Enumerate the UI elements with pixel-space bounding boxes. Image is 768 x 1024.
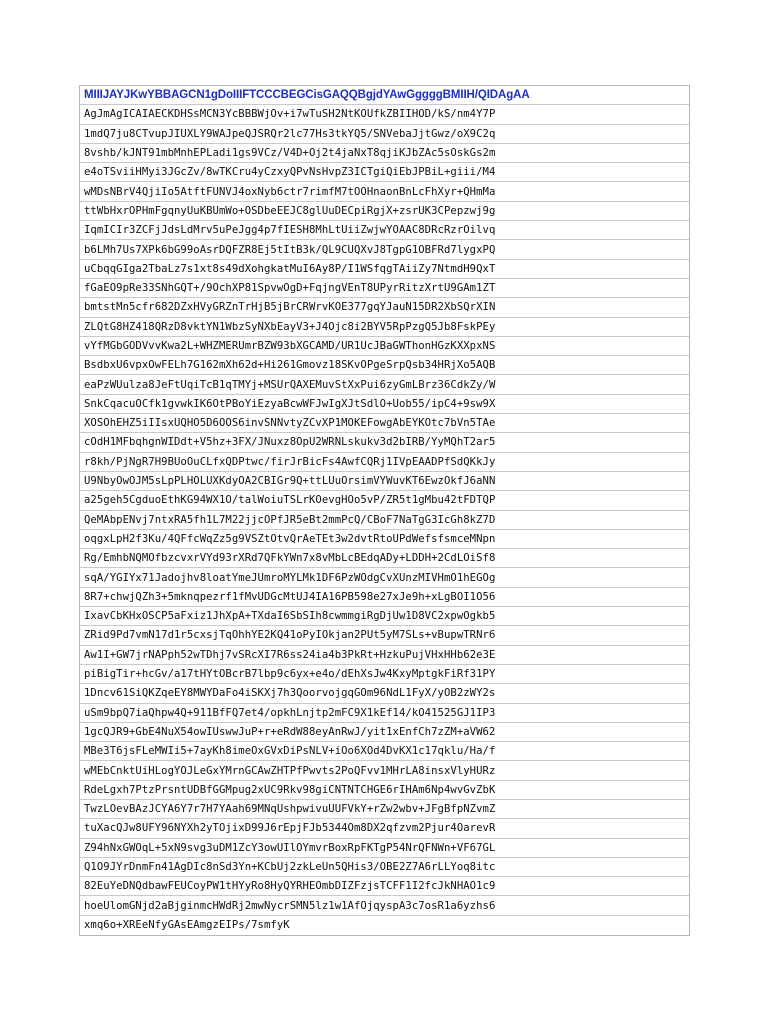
certificate-data-line: 1mdQ7ju8CTvupJIUXLY9WAJpeQJSRQr2lc77Hs3tkYQ5/SNVebaJjtGwz/oX9C2q — [80, 125, 689, 144]
certificate-data-line: bmtstMn5cfr682DZxHVyGRZnTrHjB5jBrCRWrvKOE377gqYJauN15DR2XbSQrXIN — [80, 298, 689, 317]
certificate-data-line: cOdH1MFbqhgnWIDdt+V5hz+3FX/JNuxz8OpU2WRNLskukv3d2bIRB/YyMQhT2ar5 — [80, 433, 689, 452]
certificate-data-line: tuXacQJw8UFY96NYXh2yTOjixD99J6rEpjFJb5344Om8DX2qfzvm2Pjur4OarevR — [80, 819, 689, 838]
certificate-data-line: hoeUlomGNjd2aBjginmcHWdRj2mwNycrSMN5lz1w1AfOjqyspA3c7osR1a6yzhs6 — [80, 896, 689, 915]
certificate-data-line: 1gcQJR9+GbE4NuX54owIUswwJuP+r+eRdW88eyAnRwJ/yit1xEnfCh7zZM+aVW62 — [80, 723, 689, 742]
certificate-data-line: IxavCbKHxOSCP5aFxiz1JhXpA+TXdaI6SbSIh8cwmmgiRgDjUw1D8VC2xpwOgkb5 — [80, 607, 689, 626]
certificate-data-line: MBe3T6jsFLeMWIi5+7ayKh8imeOxGVxDiPsNLV+iOo6XOd4DvKX1c17qklu/Ha/f — [80, 742, 689, 761]
certificate-data-line: SnkCqacuOCfk1gvwkIK6OtPBoYiEzyaBcwWFJwIgXJtSdlO+Uob55/ipC4+9sw9X — [80, 395, 689, 414]
certificate-data-line: AgJmAgICAIAECKDHSsMCN3YcBBBWjOv+i7wTuSH2NtKOUfkZBIIHOD/kS/nm4Y7P — [80, 105, 689, 124]
certificate-data-line: IqmICIr3ZCFjJdsLdMrv5uPeJgg4p7fIESH8MhLtUiiZwjwYOAAC8DRcRzrOilvq — [80, 221, 689, 240]
certificate-data-line: uSm9bpQ7iaQhpw4Q+911BfFQ7et4/opkhLnjtp2mFC9X1kEf14/kO41525GJ1IP3 — [80, 704, 689, 723]
certificate-data-line: fGaEO9pRe33SNhGQT+/9OchXP81SpvwOgD+FqjngVEnT8UPyrRitzXrtU9GAm1ZT — [80, 279, 689, 298]
certificate-data-line: Q1O9JYrDnmFn41AgDIc8nSd3Yn+KCbUj2zkLeUn5QHis3/OBE2Z7A6rLLYoq8itc — [80, 858, 689, 877]
certificate-data-line: TwzLOevBAzJCYA6Y7r7H7YAah69MNqUshpwivuUUFVkY+rZw2wbv+JFgBfpNZvmZ — [80, 800, 689, 819]
certificate-body-lines — [80, 105, 689, 935]
certificate-data-line: vYfMGbGODVvvKwa2L+WHZMERUmrBZW93bXGCAMD/UR1UcJBaGWThonHGzKXXpxNS — [80, 337, 689, 356]
certificate-data-line: BsdbxU6vpxOwFELh7G162mXh62d+Hi261Gmovz18SKvOPgeSrpQsb34HRjXo5AQB — [80, 356, 689, 375]
certificate-data-line: Aw1I+GW7jrNAPph52wTDhj7vSRcXI7R6ss24ia4b3PkRt+HzkuPujVHxHHb62e3E — [80, 646, 689, 665]
certificate-data-line: QeMAbpENvj7ntxRA5fh1L7M22jjcOPfJR5eBt2mmPcQ/CBoF7NaTgG3IcGh8kZ7D — [80, 511, 689, 530]
certificate-data-line: b6LMh7Us7XPk6bG99oAsrDQFZR8Ej5tItB3k/QL9CUQXvJ8TgpG1OBFRd7lygxPQ — [80, 240, 689, 259]
certificate-data-line: wMEbCnktUiHLogYOJLeGxYMrnGCAwZHTPfPwvts2PoQFvv1MHrLA8insxVlyHURz — [80, 761, 689, 780]
certificate-data-line: uCbqqGIga2TbaLz7s1xt8s49dXohgkatMuI6Ay8P/I1WSfqgTAiiZy7NtmdH9QxT — [80, 260, 689, 279]
certificate-data-line: sqA/YGIYx71Jadojhv8loatYmeJUmroMYLMk1DF6PzWOdgCvXUnzMIVHmO1hEGOg — [80, 568, 689, 587]
certificate-data-line: a25geh5CgduoEthKG94WX1O/talWoiuTSLrKOevgHOo5vP/ZR5t1gMbu42tFDTQP — [80, 491, 689, 510]
certificate-data-line: XOSOhEHZ5iIIsxUQHO5D6OOS6invSNNvtyZCvXP1MOKEFowgAbEYKOtc7bVn5TAe — [80, 414, 689, 433]
certificate-data-line: r8kh/PjNgR7H9BUoOuCLfxQDPtwc/firJrBicFs4AwfCQRj1IVpEAADPfSdQKkJy — [80, 453, 689, 472]
certificate-header-line: MIIIJAYJKwYBBAGCN1gDoIIIFTCCCBEGCisGAQQBgjdYAwGggggBMIIH/QIDAgAA — [80, 86, 689, 105]
certificate-data-line: RdeLgxh7PtzPrsntUDBfGGMpug2xUC9Rkv98giCNTNTCHGE6rIHAm6Np4wvGvZbK — [80, 781, 689, 800]
certificate-data-line: 82EuYeDNQdbawFEUCoyPW1tHYyRo8HyQYRHEOmbDIZFzjsTCFF1I2fcJkNHAO1c9 — [80, 877, 689, 896]
certificate-data-line: 8vshb/kJNT91mbMnhEPLadi1gs9VCz/V4D+Oj2t4jaNxT8qjiKJbZAc5sOskGs2m — [80, 144, 689, 163]
certificate-data-line: 8R7+chwjQZh3+5mknqpezrf1fMvUDGcMtUJ4IA16PB598e27xJe9h+xLgBOI1O56 — [80, 588, 689, 607]
certificate-data-line: Rg/EmhbNQMOfbzcvxrVYd93rXRd7QFkYWn7x8vMbLcBEdqADy+LDDH+2CdLOiSf8 — [80, 549, 689, 568]
certificate-data-line: U9NbyOwOJM5sLpPLHOLUXKdyOA2CBIGr9Q+ttLUuOrsimVYWuvKT6EwzOkfJ6aNN — [80, 472, 689, 491]
certificate-text-table — [79, 85, 690, 936]
certificate-data-line: xmq6o+XREeNfyGAsEAmgzEIPs/7smfyK — [84, 919, 290, 932]
certificate-data-line: ZLQtG8HZ418QRzD8vktYN1WbzSyNXbEayV3+J4Ojc8i2BYV5RpPzgQ5Jb8FskPEy — [80, 318, 689, 337]
certificate-data-line: eaPzWUulza8JeFtUqiTcB1qTMYj+MSUrQAXEMuvStXxPui6zyGmLBrz36CdkZy/W — [80, 375, 689, 394]
certificate-data-line: ZRid9Pd7vmN17d1r5cxsjTqOhhYE2KQ41oPyIOkjan2PUt5yM7SLs+vBupwTRNr6 — [80, 626, 689, 645]
certificate-data-line: Z94hNxGWOqL+5xN9svg3uDM1ZcY3owUIlOYmvrBoxRpFKTgP54NrQFNWn+VF67GL — [80, 839, 689, 858]
certificate-data-line: 1Dncv61SiQKZqeEY8MWYDaFo4iSKXj7h3QoorvojgqGOm96NdL1FyX/yOB2zWY2s — [80, 684, 689, 703]
certificate-data-line: oqgxLpH2f3Ku/4QFfcWqZz5g9VSZtOtvQrAeTEt3w2dvtRtoUPdWefsfsmceMNpn — [80, 530, 689, 549]
certificate-data-line: ttWbHxrOPHmFgqnyUuKBUmWo+OSDbeEEJC8glUuDECpiRgjX+zsrUK3CPepzwj9g — [80, 202, 689, 221]
certificate-data-line: wMDsNBrV4QjiIo5AtftFUNVJ4oxNyb6ctr7rimfM7tOOHnaonBnLcFhXyr+QHmMa — [80, 182, 689, 201]
certificate-data-line: piBigTir+hcGv/a17tHYtOBcrB7lbp9c6yx+e4o/dEhXsJw4KxyMptgkFiRf31PY — [80, 665, 689, 684]
certificate-data-line: e4oTSviiHMyi3JGcZv/8wTKCru4yCzxyQPvNsHvpZ3ICTgiQiEbJPBiL+giii/M4 — [80, 163, 689, 182]
